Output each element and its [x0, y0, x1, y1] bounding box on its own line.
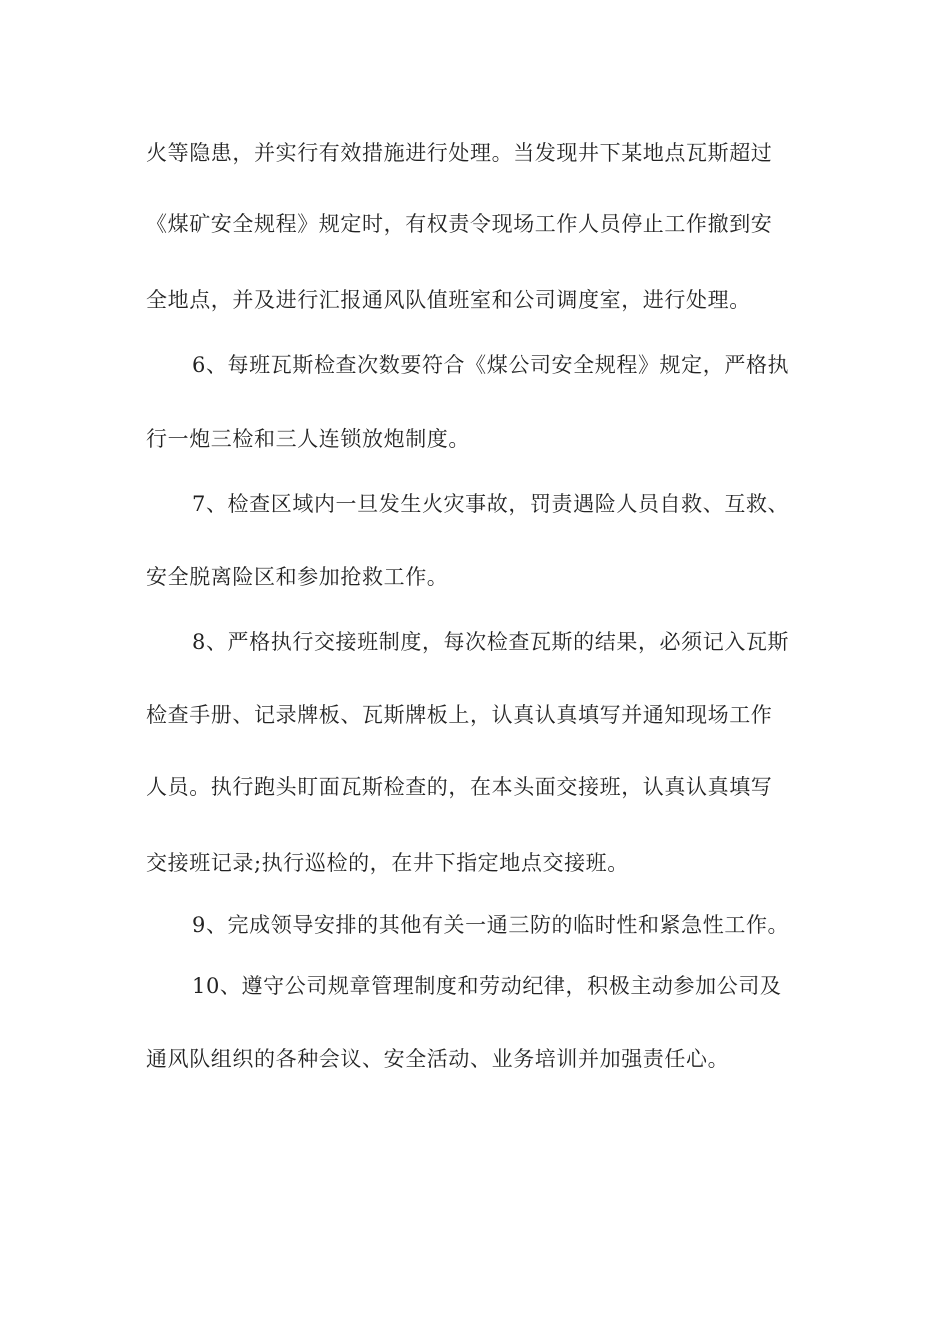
line-text: 6、每班瓦斯检查次数要符合《煤公司安全规程》规定，严格执	[192, 353, 790, 377]
line-text: 全地点，并及进行汇报通风队值班室和公司调度室，进行处理。	[146, 288, 751, 312]
line-text: 火等隐患，并实行有效措施进行处理。当发现井下某地点瓦斯超过	[146, 141, 773, 165]
line-text: 安全脱离险区和参加抢救工作。	[146, 565, 449, 589]
line-text: 10、遵守公司规章管理制度和劳动纪律，积极主动参加公司及	[192, 974, 782, 998]
line-text: 《煤矿安全规程》规定时，有权责令现场工作人员停止工作撤到安	[146, 212, 773, 236]
line-text: 行一炮三检和三人连锁放炮制度。	[146, 427, 470, 451]
line-text: 交接班记录;执行巡检的，在井下指定地点交接班。	[146, 851, 629, 875]
line-text: 人员。执行跑头盯面瓦斯检查的，在本头面交接班，认真认真填写	[146, 775, 773, 799]
line-text: 9、完成领导安排的其他有关一通三防的临时性和紧急性工作。	[192, 913, 790, 937]
line-text: 通风队组织的各种会议、安全活动、业务培训并加强责任心。	[146, 1047, 730, 1071]
line-text: 7、检查区域内一旦发生火灾事故，罚责遇险人员自救、互救、	[192, 492, 790, 516]
line-text: 检查手册、记录牌板、瓦斯牌板上，认真认真填写并通知现场工作	[146, 703, 773, 727]
line-text: 8、严格执行交接班制度，每次检查瓦斯的结果，必须记入瓦斯	[192, 630, 790, 654]
